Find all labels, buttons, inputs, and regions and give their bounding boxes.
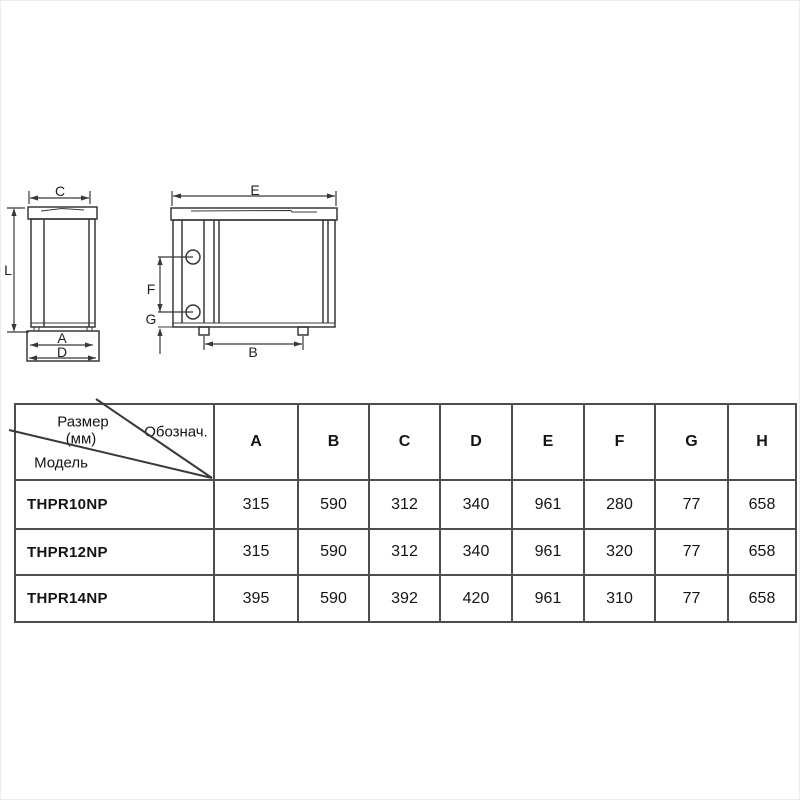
value-cell: 320 [584,529,655,575]
column-header-h: H [728,404,796,480]
corner-size-label: Размер [57,413,109,431]
model-name: THPR14NP [15,575,214,622]
column-header-c: C [369,404,440,480]
side-view-dimensions [7,191,96,361]
dim-label-e: E [250,182,260,198]
value-cell: 395 [214,575,298,622]
corner-model-label: Модель [34,454,88,472]
value-cell: 340 [440,529,512,575]
value-cell: 77 [655,480,728,529]
dim-label-a: A [57,330,67,346]
value-cell: 315 [214,529,298,575]
value-cell: 392 [369,575,440,622]
value-cell: 961 [512,480,584,529]
dim-label-c: C [54,183,66,199]
value-cell: 315 [214,480,298,529]
table-row [15,529,796,575]
dimension-drawing [1,1,800,800]
column-header-a: A [214,404,298,480]
front-view [158,208,337,335]
table-row [15,480,796,529]
dim-label-b: B [248,344,258,360]
corner-unit-label: (мм) [65,430,97,448]
front-view-dimensions [157,191,336,354]
value-cell: 961 [512,529,584,575]
value-cell: 658 [728,575,796,622]
value-cell: 590 [298,575,369,622]
value-cell: 77 [655,529,728,575]
value-cell: 280 [584,480,655,529]
dim-label-d: D [56,344,68,360]
value-cell: 420 [440,575,512,622]
corner-cell [15,404,214,480]
dim-label-f: F [146,281,156,297]
model-name: THPR12NP [15,529,214,575]
column-header-f: F [584,404,655,480]
column-header-d: D [440,404,512,480]
value-cell: 340 [440,480,512,529]
value-cell: 961 [512,575,584,622]
value-cell: 658 [728,529,796,575]
value-cell: 590 [298,529,369,575]
dimensions-table [14,403,797,623]
column-header-e: E [512,404,584,480]
dim-label-g: G [145,311,157,327]
column-header-b: B [298,404,369,480]
value-cell: 77 [655,575,728,622]
value-cell: 312 [369,480,440,529]
model-name: THPR10NP [15,480,214,529]
value-cell: 310 [584,575,655,622]
value-cell: 658 [728,480,796,529]
table-row [15,575,796,622]
column-header-g: G [655,404,728,480]
header-row [15,404,796,480]
value-cell: 590 [298,480,369,529]
value-cell: 312 [369,529,440,575]
dim-label-l: L [4,262,12,278]
corner-designation-label: Обознач. [144,423,208,441]
